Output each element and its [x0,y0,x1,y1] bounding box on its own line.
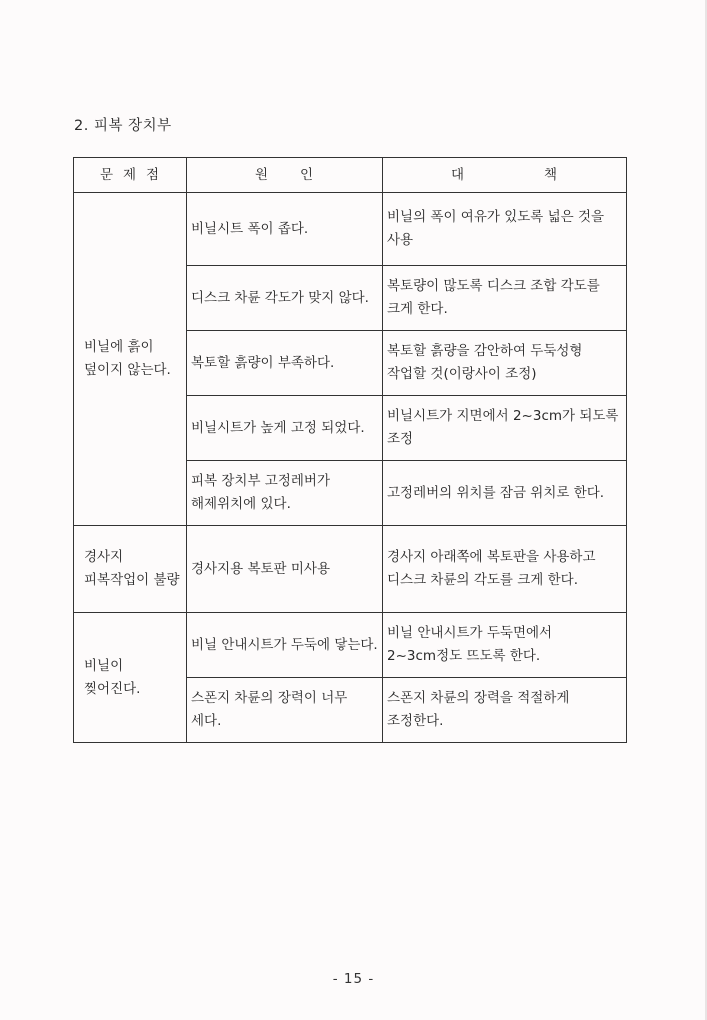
remedy-cell: 고정레버의 위치를 잠금 위치로 한다. [383,461,627,526]
header-remedy-char: 책 [543,166,559,183]
remedy-cell: 스폰지 차륜의 장력을 적절하게 조정한다. [383,678,627,743]
cause-cell: 비닐시트가 높게 고정 되었다. [187,396,383,461]
header-remedy-char: 대 [451,166,467,183]
header-problem [74,158,187,193]
table-row [74,613,627,678]
remedy-cell: 비닐의 폭이 여유가 있도록 넓은 것을 사용 [383,193,627,266]
problem-cell: 비닐에 흙이 덮이지 않는다. [74,193,187,526]
cause-cell: 복토할 흙량이 부족하다. [187,331,383,396]
troubleshooting-table [73,157,627,743]
remedy-cell: 비닐시트가 지면에서 2~3cm가 되도록 조정 [383,396,627,461]
cause-cell: 비닐 안내시트가 두둑에 닿는다. [187,613,383,678]
table-header-row [74,158,627,193]
header-cause-char: 인 [299,166,315,183]
header-cause [187,158,383,193]
cause-cell: 경사지용 복토판 미사용 [187,526,383,613]
remedy-cell: 복토할 흙량을 감안하여 두둑성형 작업할 것(이랑사이 조정) [383,331,627,396]
remedy-cell: 복토량이 많도록 디스크 조합 각도를 크게 한다. [383,266,627,331]
problem-cell: 경사지 피복작업이 불량 [74,526,187,613]
header-remedy [383,158,627,193]
table-row [74,193,627,266]
table-row [74,526,627,613]
problem-cell: 비닐이 찢어진다. [74,613,187,743]
cause-cell: 스폰지 차륜의 장력이 너무 세다. [187,678,383,743]
header-problem-char: 문 [99,166,116,183]
header-problem-char: 점 [145,166,162,183]
header-problem-char: 제 [122,166,139,183]
cause-cell: 비닐시트 폭이 좁다. [187,193,383,266]
cause-cell: 디스크 차륜 각도가 맞지 않다. [187,266,383,331]
header-cause-char: 원 [255,166,271,183]
remedy-cell: 경사지 아래쪽에 복토판을 사용하고 디스크 차륜의 각도를 크게 한다. [383,526,627,613]
section-title: 2. 피복 장치부 [74,118,172,134]
page-number: - 15 - [332,971,375,987]
cause-cell: 피복 장치부 고정레버가 해제위치에 있다. [187,461,383,526]
remedy-cell: 비닐 안내시트가 두둑면에서 2~3cm정도 뜨도록 한다. [383,613,627,678]
